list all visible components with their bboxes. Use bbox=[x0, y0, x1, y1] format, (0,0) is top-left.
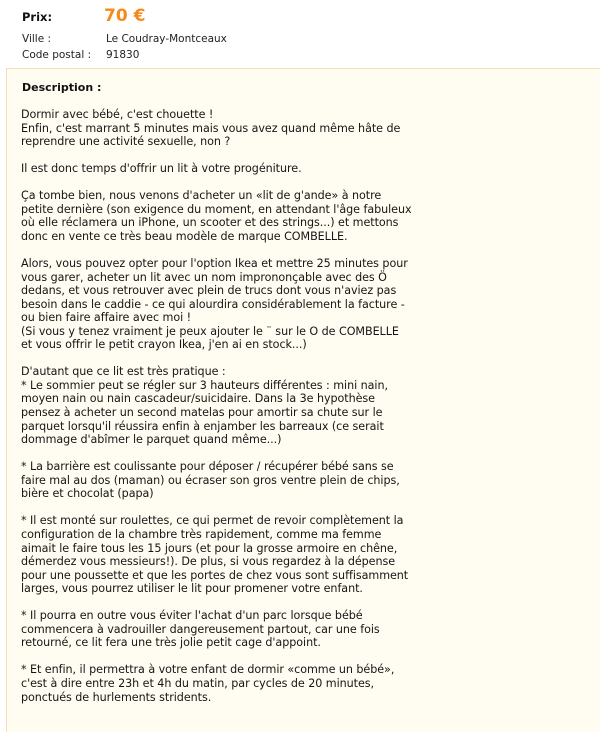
description-heading: Description : bbox=[22, 81, 102, 94]
description-line: * Il est monté sur roulettes, ce qui permet de revoir complètement la bbox=[21, 514, 404, 528]
description-line: D'autant que ce lit est très pratique : bbox=[21, 365, 226, 379]
city-value: Le Coudray-Montceaux bbox=[106, 33, 227, 45]
description-blank-line bbox=[21, 501, 596, 515]
description-line: pour une poussette et que les portes de chez vous sont suffisamment bbox=[21, 568, 409, 582]
description-line: Alors, vous pouvez opter pour l'option Ikea et mettre 25 minutes pour bbox=[21, 257, 408, 271]
description-line: bière et chocolat (papa) bbox=[21, 487, 154, 501]
description-line: parquet lorsqu'il réussira enfin à enjamber les barreaux (ce serait bbox=[21, 419, 384, 433]
description-line: c'est à dire entre 23h et 4h du matin, par cycles de 20 minutes, bbox=[21, 676, 375, 690]
city-label: Ville : bbox=[22, 33, 52, 45]
description-line: commencera à vadrouiller dangereusement partout, car une fois bbox=[21, 622, 380, 636]
description-body bbox=[21, 108, 596, 704]
description-line: Dormir avec bébé, c'est chouette ! bbox=[21, 108, 214, 121]
description-line: Il est donc temps d'offrir un lit à votre progéniture. bbox=[21, 162, 302, 176]
description-line: configuration de la chambre très rapidement, comme ma femme bbox=[21, 527, 382, 541]
description-blank-line bbox=[21, 650, 596, 664]
description-line: aimait le faire tous les 15 jours (et pour la grosse armoire en chêne, bbox=[21, 541, 398, 555]
description-blank-line bbox=[21, 149, 596, 163]
postal-code-value: 91830 bbox=[106, 49, 140, 61]
description-blank-line bbox=[21, 596, 596, 610]
description-line: * Il pourra en outre vous éviter l'achat d'un parc lorsque bébé bbox=[21, 609, 363, 623]
description-line: ou bien faire affaire avec moi ! bbox=[21, 311, 192, 325]
description-line: donc en vente ce très beau modèle de marque COMBELLE. bbox=[21, 229, 348, 243]
description-line: démerdez vous messieurs!). De plus, si vous regardez à la dépense bbox=[21, 555, 396, 569]
description-line: * Et enfin, il permettra à votre enfant de dormir «comme un bébé», bbox=[21, 663, 395, 677]
description-line: dedans, et vous retrouver avec plein de trucs dont vous n'aviez pas bbox=[21, 284, 397, 298]
description-line: vous garer, acheter un lit avec un nom imprononçable avec des Ö bbox=[21, 270, 387, 284]
description-line: retourné, ce lit fera une très jolie petit cage d'appoint. bbox=[21, 636, 321, 650]
description-line: et vous offrir le petit crayon Ikea, j'en ai en stock...) bbox=[21, 338, 307, 352]
description-line: moyen nain ou nain cascadeur/suicidaire. Dans la 3e hypothèse bbox=[21, 392, 375, 406]
description-line: reprendre une activité sexuelle, non ? bbox=[21, 135, 231, 149]
postal-code-label: Code postal : bbox=[22, 49, 92, 61]
description-blank-line bbox=[21, 176, 596, 190]
description-blank-line bbox=[21, 352, 596, 366]
description-line: où elle réclamera un iPhone, un scooter et des strings...) et mettons bbox=[21, 216, 399, 230]
description-line: besoin dans le caddie - ce qui alourdira considérablement la facture - bbox=[21, 297, 405, 311]
description-line: * Le sommier peut se régler sur 3 hauteurs différentes : mini nain, bbox=[21, 378, 388, 392]
description-line: Ça tombe bien, nous venons d'acheter un «lit de g'ande» à notre bbox=[21, 189, 382, 203]
description-line: larges, vous pourrez utiliser le lit pour promener votre enfant. bbox=[21, 582, 363, 596]
description-line: dommage d'abîmer le parquet quand même...) bbox=[21, 433, 282, 447]
price-label: Prix: bbox=[22, 10, 53, 24]
description-line: pensez à acheter un second matelas pour amortir sa chute sur le bbox=[21, 406, 383, 420]
description-blank-line bbox=[21, 243, 596, 257]
listing-details bbox=[0, 0, 600, 68]
description-line: Enfin, c'est marrant 5 minutes mais vous avez quand même hâte de bbox=[21, 121, 401, 135]
description-line: (Si vous y tenez vraiment je peux ajouter le ¨ sur le O de COMBELLE bbox=[21, 324, 399, 338]
description-line: faire mal au dos (maman) ou écraser son gros ventre plein de chips, bbox=[21, 473, 400, 487]
description-line: * La barrière est coulissante pour déposer / récupérer bébé sans se bbox=[21, 460, 394, 474]
description-line: ponctués de hurlements stridents. bbox=[21, 690, 212, 704]
price-value: 70 € bbox=[104, 6, 146, 26]
description-line: petite dernière (son exigence du moment, en attendant l'âge fabuleux bbox=[21, 202, 412, 216]
description-panel bbox=[6, 68, 600, 732]
description-blank-line bbox=[21, 447, 596, 461]
